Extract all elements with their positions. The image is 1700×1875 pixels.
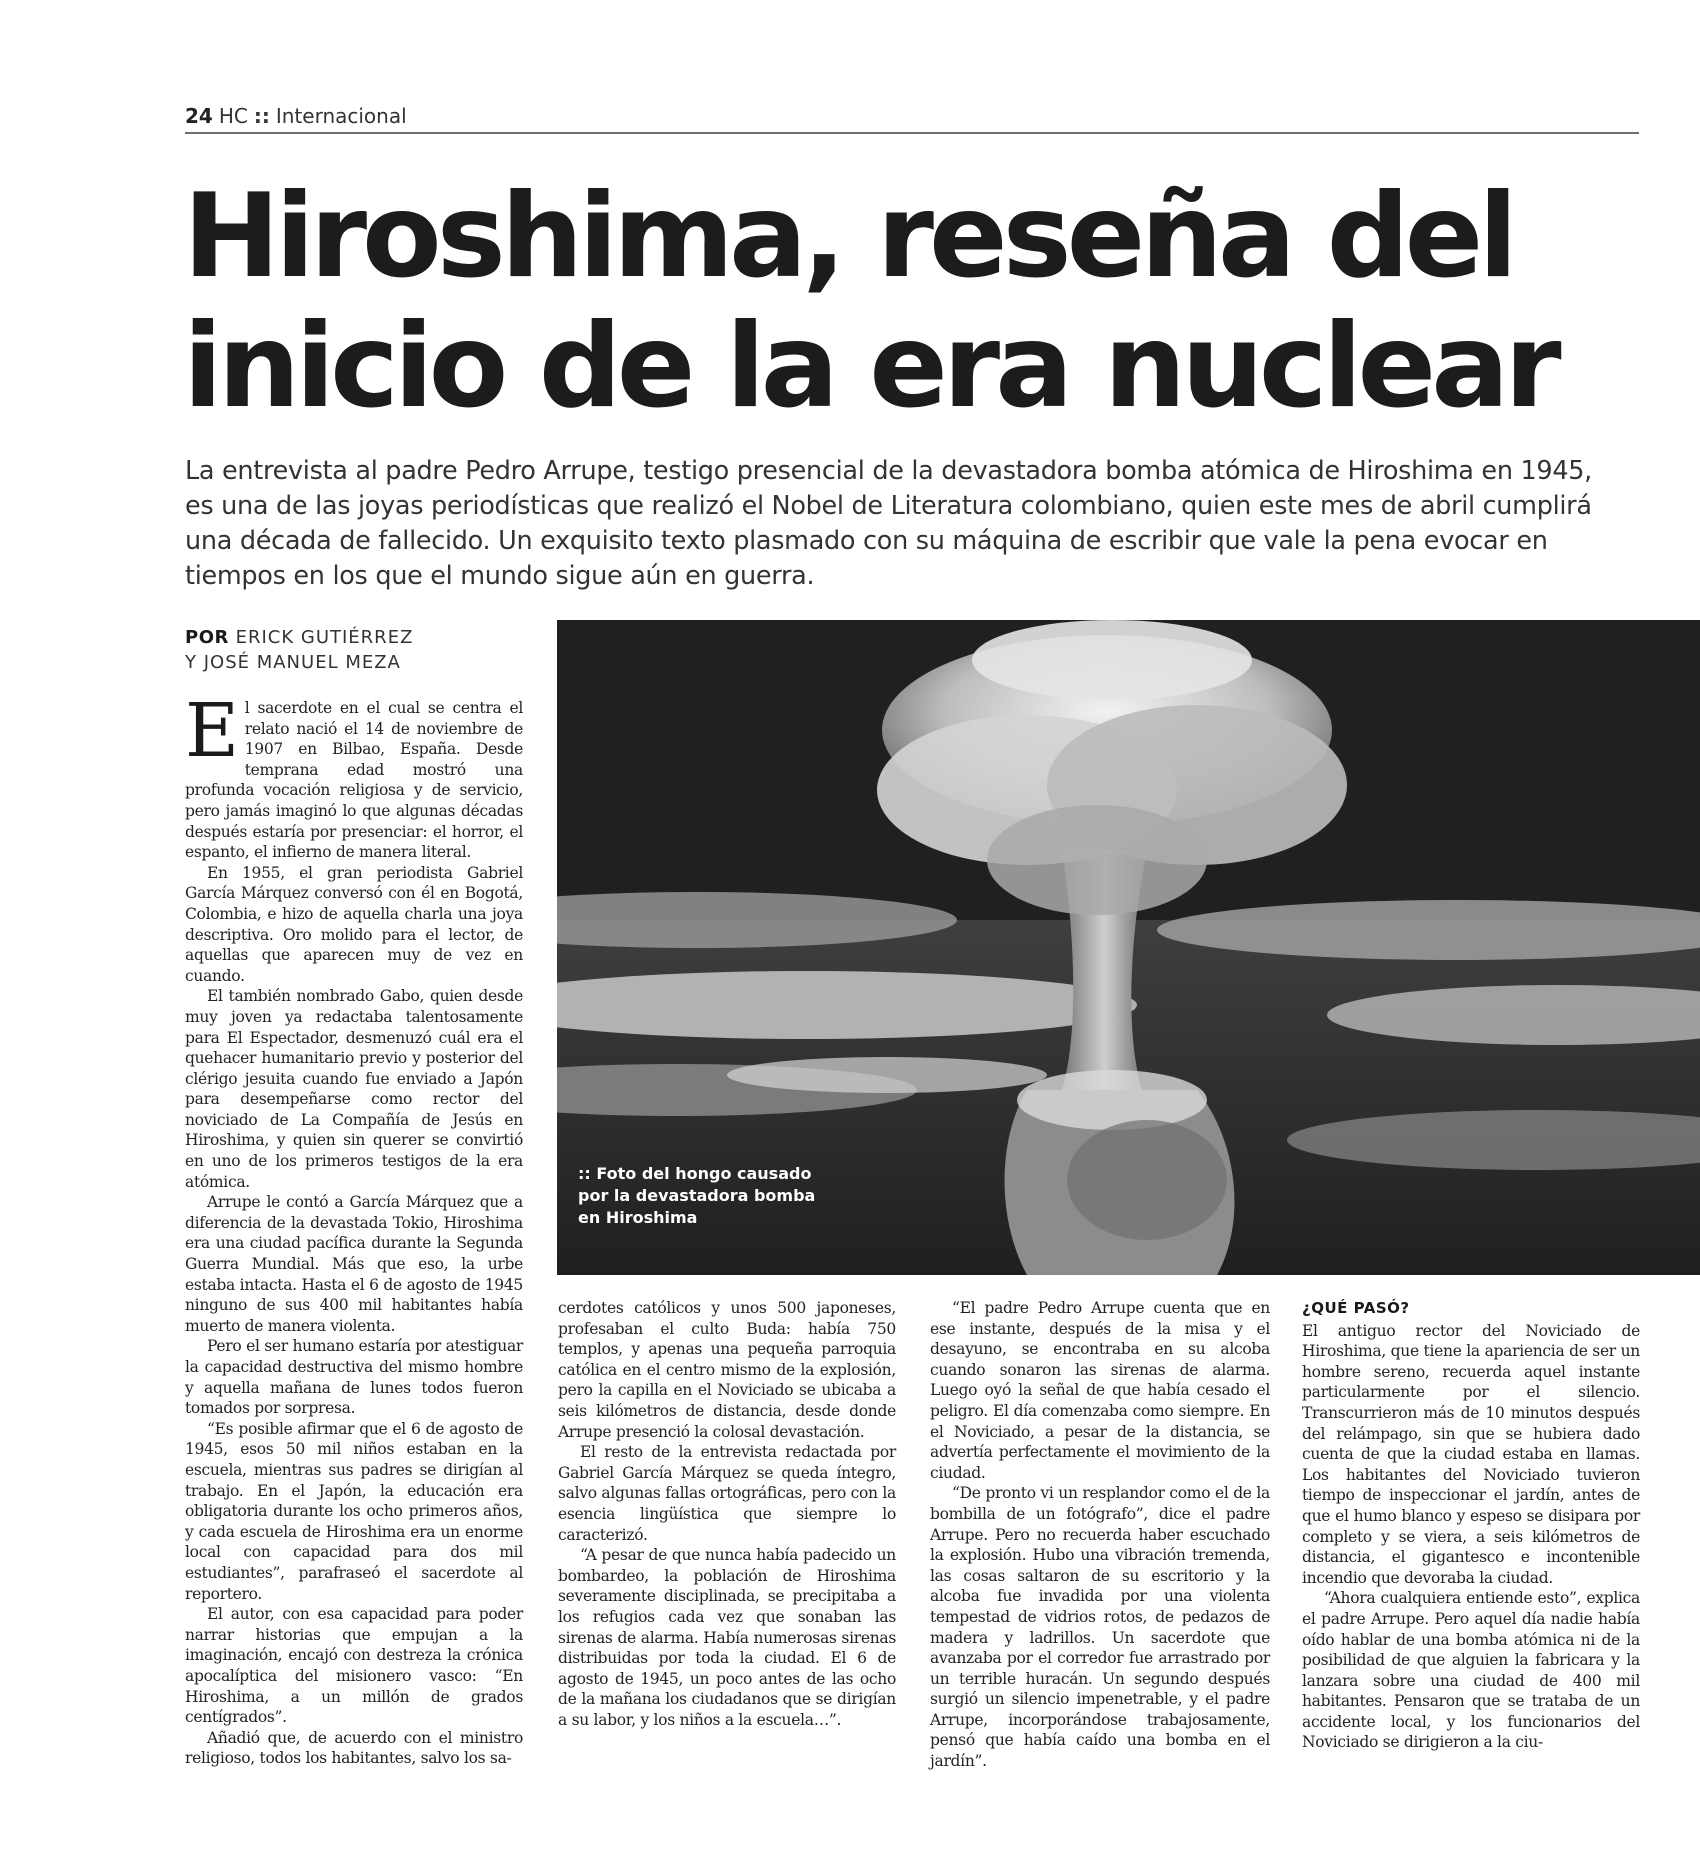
paragraph: Pero el ser humano estaría por atestiguar la capacidad destructiva del mismo hombre y aquella mañana de lunes todos fueron tomados por sorpresa. xyxy=(185,1337,524,1418)
paragraph: “De pronto vi un resplandor como el de la bombilla de un fotógrafo”, dice el padre Arrupe. Pero no recuerda haber escuchado la explosión. Hubo una vibración tremenda, las cosas saltaron de su escritorio y la alcoba fue invadida por una violenta tempestad de vidrios rotos, de pedazos de madera y ladrillos. Un sacerdote que avanzaba por el corredor fue arrastrado por un terrible huracán. Un segundo después surgió un silencio impenetrable, y el padre Arrupe, incorporándose trabajosamente, pensó que había caído una bomba en el jardín”. xyxy=(930,1484,1270,1771)
publication-name: HC xyxy=(218,104,248,128)
subhead: ¿QUÉ PASÓ? xyxy=(1302,1299,1410,1317)
paragraph: En 1955, el gran periodista Gabriel García Márquez conversó con él en Bogotá, Colombia, e hizo de aquella charla una joya descriptiva. Oro molido para el lector, de aquellas que aparecen muy de vez en cuando. xyxy=(185,863,523,985)
byline-label: POR xyxy=(185,627,229,648)
paragraph: Arrupe le contó a García Márquez que a diferencia de la devastada Tokio, Hiroshima era una ciudad pacífica durante la Segunda Guerra Mundial. Más que eso, la urbe estaba intacta. Hasta el 6 de agosto de 1945 ninguno de sus 400 mil habitantes había muerto de manera violenta. xyxy=(185,1193,523,1335)
paragraph: El también nombrado Gabo, quien desde muy joven ya redactaba talentosamente para El Espectador, desmenuzó cuál era el quehacer humanitario previo y posterior del clérigo jesuita cuando fue enviado a Japón para desempeñarse como rector del noviciado de La Compañía de Jesús en Hiroshima, y quien sin querer se convirtió en uno de los primeros testigos de la era atómica. xyxy=(185,987,523,1191)
drop-cap: E xyxy=(185,688,239,774)
headline xyxy=(183,169,1653,434)
paragraph: El resto de la entrevista redactada por Gabriel García Márquez se queda íntegro, salvo algunas fallas ortográficas, pero con la esencia lingüística que siempre lo caracterizó. xyxy=(558,1443,896,1544)
lede-paragraph: La entrevista al padre Pedro Arrupe, testigo presencial de la devastadora bomba atómica de Hiroshima en 1945, es una de las joyas periodísticas que realizó el Nobel de Literatura colombiano, quien este mes de abril cumplirá una década de fallecido. Un exquisito texto plasmado con su máquina de escribir que vale la pena evocar en tiempos en los que el mundo sigue aún en guerra. xyxy=(185,456,1592,591)
paragraph: El antiguo rector del Noviciado de Hiroshima, que tiene la apariencia de ser un hombre sereno, recuerda aquel instante particularmente por el silencio. Transcurrieron más de 10 minutos después del relámpago, sin que se hubiera dado cuenta de que la ciudad estaba en llamas. Los habitantes del Noviciado tuvieron tiempo de inspeccionar el jardín, antes de que el humo blanco y espeso se disipara por completo y se viera, a seis kilómetros de distancia, el gigantesco e incontenible incendio que devoraba la ciudad. xyxy=(1302,1321,1640,1587)
section-name: Internacional xyxy=(275,104,407,128)
article-column-3 xyxy=(930,1298,1270,1772)
headline-line-2: inicio de la era nuclear xyxy=(183,299,1557,434)
byline-author-2: Y JOSÉ MANUEL MEZA xyxy=(185,652,401,673)
article-column-2 xyxy=(558,1298,896,1730)
paragraph: cerdotes católicos y unos 500 japoneses, profesaban el culto Buda: había 750 templos, y apenas una pequeña parroquia católica en el centro mismo de la explosión, pero la capilla en el Noviciado se ubicaba a seis kilómetros de distancia, desde donde Arrupe presenció la colosal devastación. xyxy=(558,1299,896,1441)
photo-caption: :: Foto del hongo causado por la devastadora bomba en Hiroshima xyxy=(578,1164,816,1227)
paragraph: “El padre Pedro Arrupe cuenta que en ese instante, después de la misa y el desayuno, se encontraba en su alcoba cuando sonaron las sirenas de alarma. Luego oyó la señal de que había cesado el peligro. El día comenzaba como siempre. En el Noviciado, a pesar de la distancia, se advertía perfectamente el movimiento de la ciudad. xyxy=(930,1299,1270,1482)
paragraph: “Ahora cualquiera entiende esto”, explica el padre Arrupe. Pero aquel día nadie había oído hablar de una bomba atómica ni de la posibilidad de que alguien la fabricara y la lanzara sobre una ciudad de 400 mil habitantes. Pensaron que se trataba de un accidente local, y los funcionarios del Noviciado se dirigieron a la ciu- xyxy=(1302,1589,1640,1752)
paragraph: El autor, con esa capacidad para poder narrar historias que empujan a la imaginación, encajó con destreza la crónica apocalíptica del misionero vasco: “En Hiroshima, a un millón de grados centígrados”. xyxy=(185,1605,523,1727)
byline xyxy=(185,625,545,675)
page-number: 24 xyxy=(185,104,213,128)
headline-line-1: Hiroshima, reseña del xyxy=(183,169,1514,304)
paragraph: El sacerdote en el cual se centra el relato nació el 14 de noviembre de 1907 en Bilbao, España. Desde temprana edad mostró una profunda vocación religiosa y de servicio, pero jamás imaginó lo que algunas décadas después estaría por presenciar: el horror, el espanto, el infierno de manera literal. xyxy=(185,688,523,862)
article-column-1 xyxy=(185,688,524,1769)
folio-separator: :: xyxy=(253,104,270,128)
paragraph: “A pesar de que nunca había padecido un bombardeo, la población de Hiroshima severamente disciplinada, se precipitaba a los refugios cada vez que sonaban las sirenas de alarma. Había numerosas sirenas distribuidas por toda la ciudad. El 6 de agosto de 1945, un poco antes de las ocho de la mañana los ciudadanos que se dirigían a su labor, y los niños a la escuela…”. xyxy=(558,1546,896,1729)
paragraph: “Es posible afirmar que el 6 de agosto de 1945, esos 50 mil niños estaban en la escuela, mientras sus padres se dirigían al trabajo. En el Japón, la educación era obligatoria durante los ocho primeros años, y cada escuela de Hiroshima era un enorme local con capacidad para dos mil estudiantes”, parafraseó el sacerdote al reportero. xyxy=(185,1419,523,1603)
article-column-4 xyxy=(1302,1298,1640,1753)
paragraph: Añadió que, de acuerdo con el ministro religioso, todos los habitantes, salvo los sa- xyxy=(185,1728,523,1768)
byline-author-1: ERICK GUTIÉRREZ xyxy=(235,627,414,648)
page-folio xyxy=(185,104,1639,134)
